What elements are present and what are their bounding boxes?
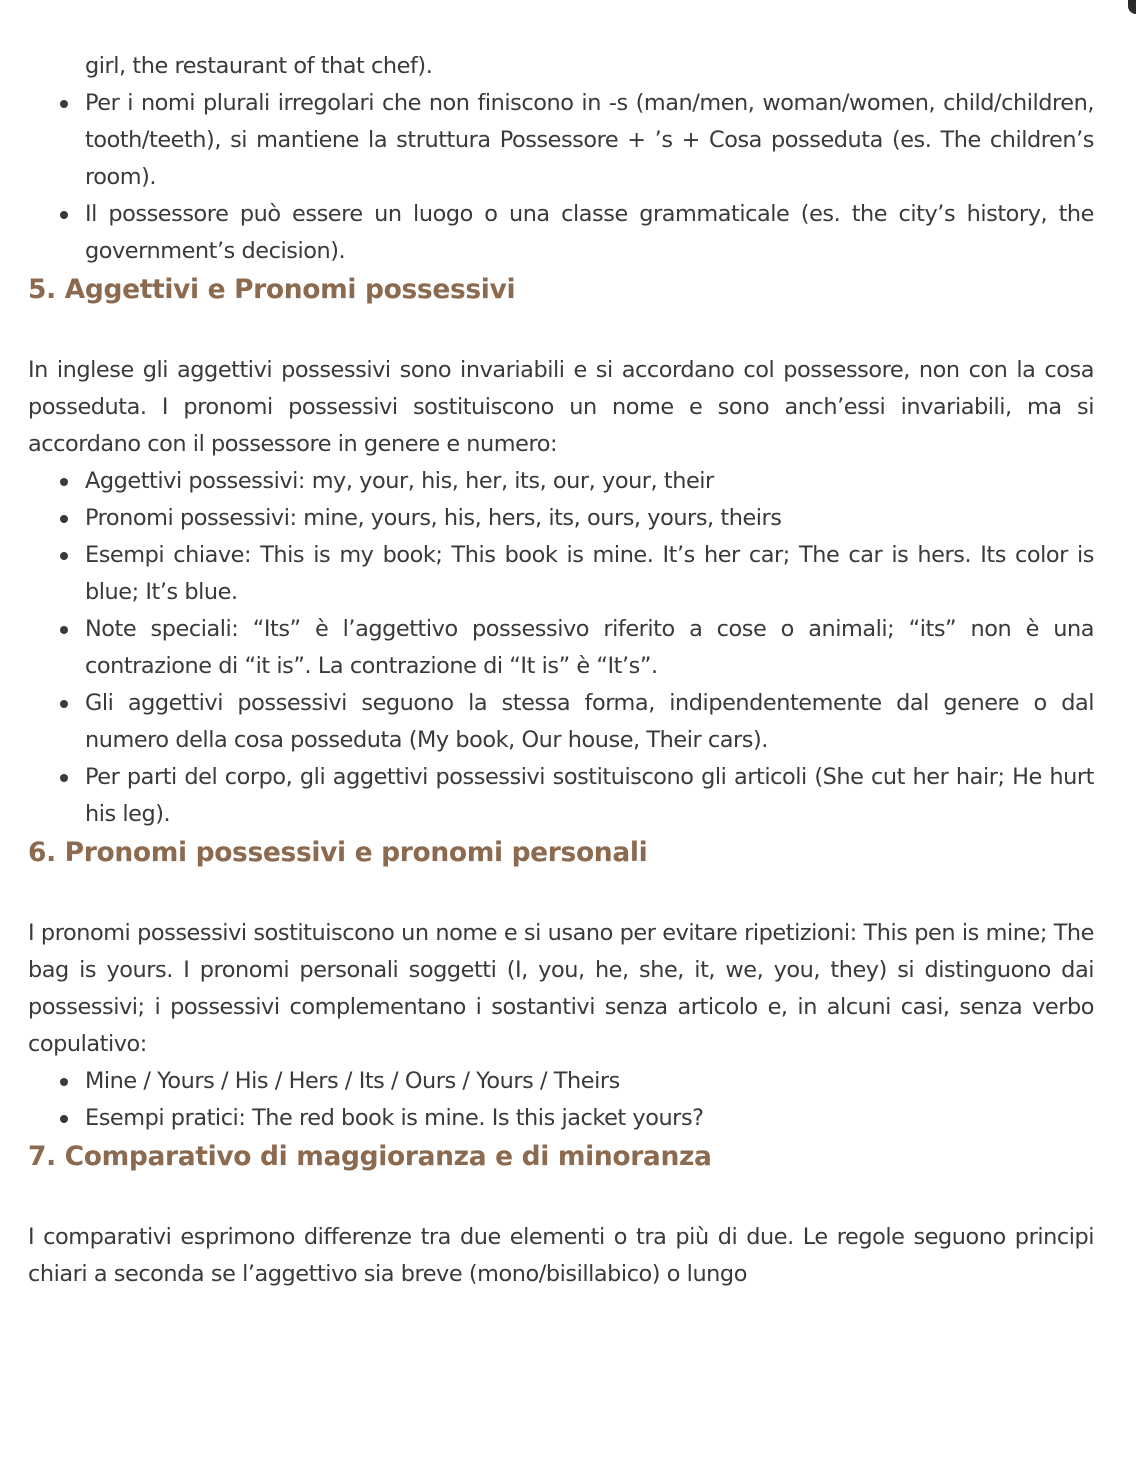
document-body — [28, 48, 1094, 1293]
section-5-heading: 5. Aggettivi e Pronomi possessivi — [28, 274, 516, 305]
list-item: Esempi pratici: The red book is mine. Is this jacket yours? — [85, 1100, 1094, 1137]
list-item: Pronomi possessivi: mine, yours, his, hers, its, ours, yours, theirs — [85, 500, 1094, 537]
section-6-heading: 6. Pronomi possessivi e pronomi personali — [28, 837, 648, 868]
section-7-heading: 7. Comparativo di maggioranza e di minoranza — [28, 1141, 712, 1172]
intro-continuation: girl, the restaurant of that chef). — [85, 53, 433, 79]
list-item: Mine / Yours / His / Hers / Its / Ours / Yours / Theirs — [85, 1063, 1094, 1100]
list-item: Aggettivi possessivi: my, your, his, her, its, our, your, their — [85, 463, 1094, 500]
list-item: Esempi chiave: This is my book; This book is mine. It’s her car; The car is hers. Its color is blue; It’s blue. — [85, 537, 1094, 611]
section-6-list — [28, 1063, 1094, 1137]
window-corner — [1128, 0, 1136, 14]
list-item: Per parti del corpo, gli aggettivi possessivi sostituiscono gli articoli (She cut her hair; He hurt his leg). — [85, 759, 1094, 833]
section-5-paragraph: In inglese gli aggettivi possessivi sono invariabili e si accordano col possessore, non con la cosa posseduta. I pronomi possessivi sostituiscono un nome e sono anch’essi invariabili, ma si accordano con il possessore in genere e numero: — [28, 357, 1094, 457]
list-item: Per i nomi plurali irregolari che non finiscono in -s (man/men, woman/women, child/children, tooth/teeth), si mantiene la struttura Possessore + ’s + Cosa posseduta (es. The children’s room). — [85, 85, 1094, 196]
list-item: Il possessore può essere un luogo o una classe grammaticale (es. the city’s history, the government’s decision). — [85, 196, 1094, 270]
section-7-paragraph: I comparativi esprimono differenze tra due elementi o tra più di due. Le regole seguono principi chiari a seconda se l’aggettivo sia breve (mono/bisillabico) o lungo — [28, 1224, 1094, 1287]
section-6-paragraph: I pronomi possessivi sostituiscono un nome e si usano per evitare ripetizioni: This pen is mine; The bag is yours. I pronomi personali soggetti (I, you, he, she, it, we, you, they) si distinguono dai possessivi; i possessivi complementano i sostantivi senza articolo e, in alcuni casi, senza verbo copulativo: — [28, 920, 1094, 1057]
list-item: Note speciali: “Its” è l’aggettivo possessivo riferito a cose o animali; “its” non è una contrazione di “it is”. La contrazione di “It is” è “It’s”. — [85, 611, 1094, 685]
intro-list — [28, 85, 1094, 270]
list-item: Gli aggettivi possessivi seguono la stessa forma, indipendentemente dal genere o dal numero della cosa posseduta (My book, Our house, Their cars). — [85, 685, 1094, 759]
section-5-list — [28, 463, 1094, 833]
